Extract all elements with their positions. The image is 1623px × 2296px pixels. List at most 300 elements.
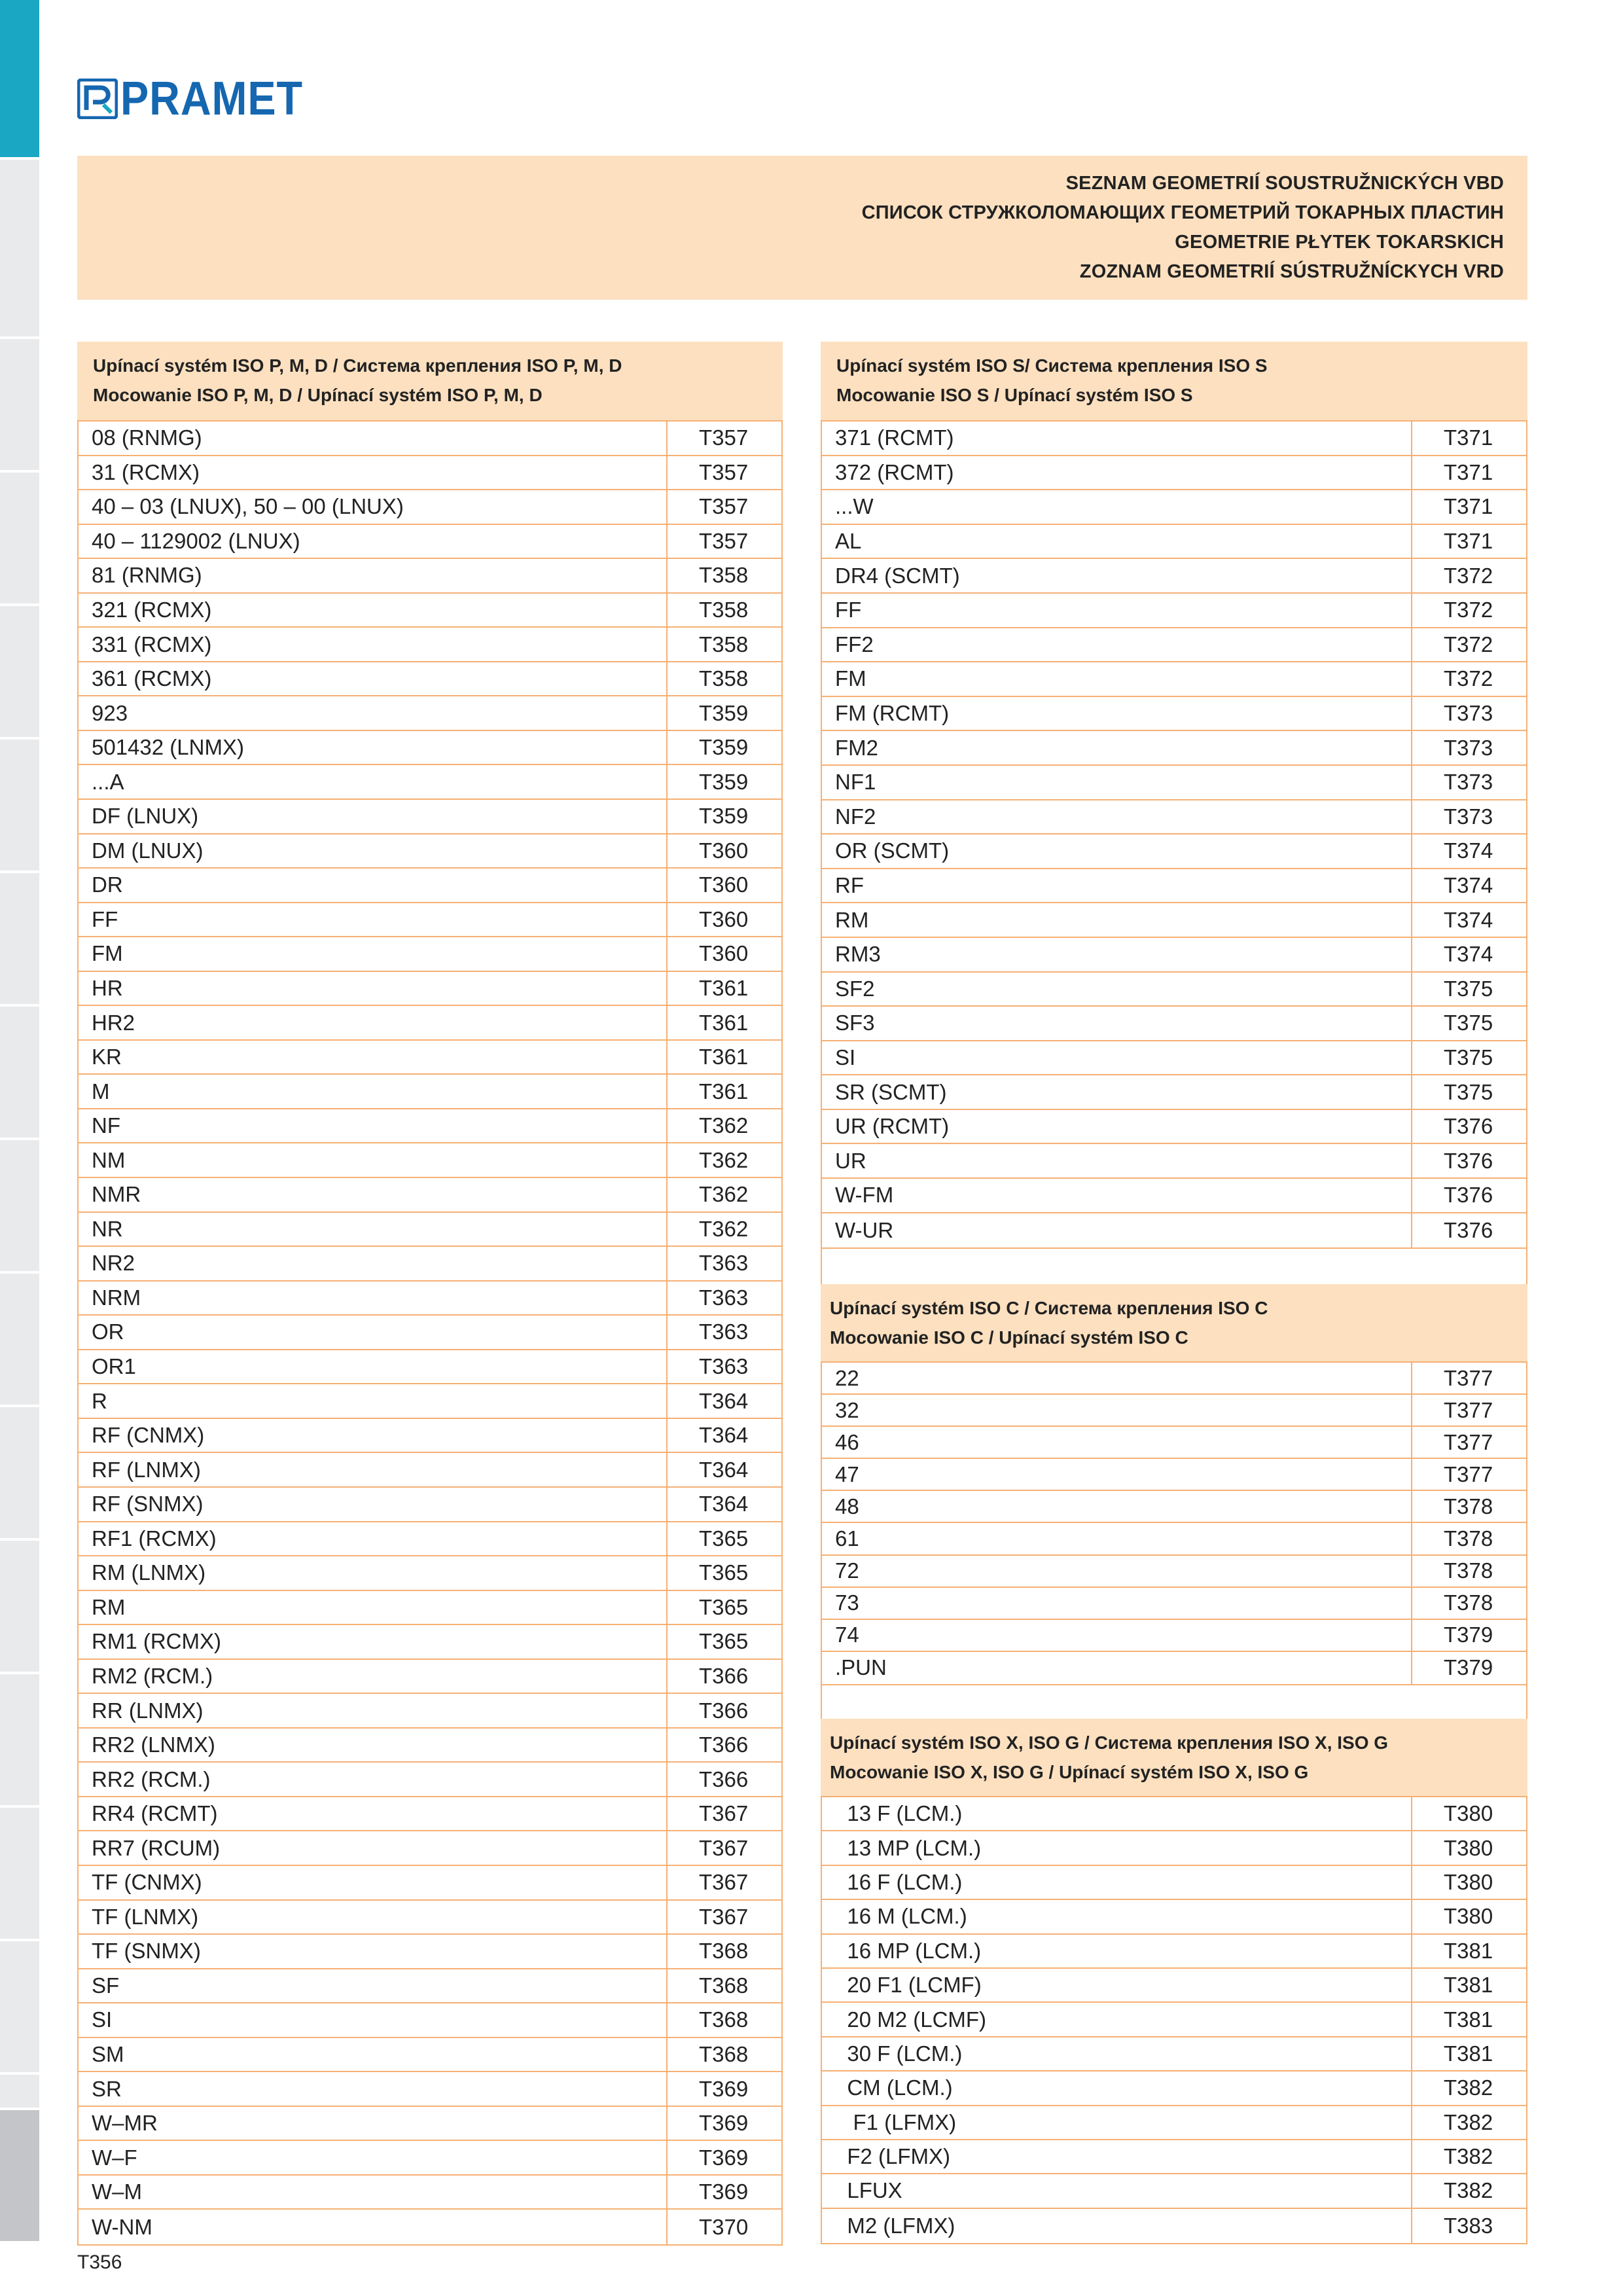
table-row	[79, 525, 781, 560]
page-reference: T378	[1411, 1491, 1526, 1522]
page-reference: T377	[1411, 1395, 1526, 1426]
geometry-name: FM (RCMT)	[835, 701, 950, 726]
page-reference: T375	[1411, 1041, 1526, 1075]
geometry-name: NR	[92, 1216, 123, 1241]
geometry-name: 61	[835, 1526, 859, 1551]
page-reference: T360	[666, 834, 781, 868]
geometry-name: R	[92, 1388, 107, 1413]
page-reference: T361	[666, 1041, 781, 1074]
page-reference: T364	[666, 1419, 781, 1452]
table-row	[822, 1866, 1526, 1900]
page-reference: T372	[1411, 594, 1526, 627]
page-reference: T357	[666, 490, 781, 524]
table-row	[822, 731, 1526, 766]
page-reference: T359	[666, 696, 781, 730]
table-row	[79, 2072, 781, 2107]
geometry-name: 46	[835, 1429, 859, 1454]
geometry-name: TF (CNMX)	[92, 1870, 202, 1895]
page-reference: T375	[1411, 1075, 1526, 1109]
page-reference: T369	[666, 2107, 781, 2140]
geometry-name: FM	[835, 666, 866, 691]
table-row	[822, 938, 1526, 973]
page-reference: T364	[666, 1453, 781, 1486]
page-reference: T380	[1411, 1900, 1526, 1933]
page-reference: T359	[666, 800, 781, 833]
table-row	[79, 1591, 781, 1626]
page-reference: T372	[1411, 559, 1526, 592]
geometry-name: RM3	[835, 942, 881, 967]
table-row	[79, 1041, 781, 1075]
geometry-name: RF	[835, 873, 864, 898]
geometry-name: 13 MP (LCM.)	[835, 1835, 982, 1860]
table-row	[79, 1384, 781, 1419]
page-reference: T374	[1411, 938, 1526, 971]
page-reference: T361	[666, 972, 781, 1005]
geometry-name: M2 (LFMX)	[835, 2213, 955, 2238]
page-reference: T365	[666, 1625, 781, 1659]
side-tab[interactable]	[0, 339, 39, 473]
geometry-name: 16 F (LCM.)	[835, 1869, 963, 1894]
geometry-name: 40 – 1129002 (LNUX)	[92, 528, 300, 553]
page-reference: T371	[1411, 525, 1526, 558]
section-subtitle: Mocowanie ISO P, M, D / Upínací systém ISO P, M, D	[93, 385, 543, 405]
table-row	[79, 765, 781, 800]
side-tab[interactable]	[0, 2075, 39, 2110]
table-row	[79, 1075, 781, 1109]
geometry-name: DR4 (SCMT)	[835, 563, 960, 588]
pramet-logo-icon	[77, 79, 118, 119]
geometry-name: SI	[835, 1045, 856, 1069]
geometry-name: RM	[835, 907, 869, 932]
geometry-name: LFUX	[835, 2178, 902, 2203]
page-reference: T383	[1411, 2209, 1526, 2243]
table-row	[822, 1797, 1526, 1831]
table-row	[79, 1556, 781, 1591]
geometry-name: FF	[92, 906, 118, 931]
table-row	[822, 456, 1526, 491]
geometry-name: RF1 (RCMX)	[92, 1526, 217, 1551]
geometry-name: 73	[835, 1590, 859, 1615]
geometry-name: 371 (RCMT)	[835, 425, 954, 450]
page-reference: T371	[1411, 490, 1526, 524]
geometry-name: OR1	[92, 1354, 136, 1379]
page-reference: T368	[666, 2038, 781, 2072]
table-row	[79, 834, 781, 869]
page-reference: T379	[1411, 1620, 1526, 1651]
geometry-name: FM2	[835, 735, 878, 760]
table-row	[822, 2174, 1526, 2208]
geometry-name: 81 (RNMG)	[92, 563, 202, 588]
page-number: T356	[77, 2251, 122, 2273]
table-row	[822, 1556, 1526, 1588]
page-reference: T366	[666, 1694, 781, 1727]
page-reference: T366	[666, 1729, 781, 1762]
table-row	[822, 1179, 1526, 1213]
table-row	[79, 903, 781, 938]
page-reference: T368	[666, 2003, 781, 2037]
page-reference: T381	[1411, 2003, 1526, 2036]
table-row	[79, 696, 781, 731]
page-reference: T367	[666, 1866, 781, 1899]
table-row	[822, 1935, 1526, 1969]
page-reference: T369	[666, 2072, 781, 2106]
table-row	[79, 2141, 781, 2176]
table-row	[822, 1007, 1526, 1041]
geometry-name: 321 (RCMX)	[92, 598, 212, 622]
page-reference: T378	[1411, 1588, 1526, 1619]
page-reference: T380	[1411, 1831, 1526, 1864]
page-reference: T377	[1411, 1427, 1526, 1458]
page-reference: T376	[1411, 1213, 1526, 1248]
table-row	[79, 628, 781, 662]
page-reference: T360	[666, 937, 781, 971]
table-row	[822, 594, 1526, 628]
page-reference: T364	[666, 1384, 781, 1418]
section-title: Upínací systém ISO S/ Система крепления ISO S	[836, 355, 1268, 376]
header-line-sk: ZOZNAM GEOMETRIÍ SÚSTRUŽNÍCKYCH VRD	[1079, 261, 1504, 282]
geometry-name: AL	[835, 529, 862, 554]
side-tab[interactable]	[0, 1941, 39, 2075]
table-row	[822, 662, 1526, 697]
geometry-name: RM1 (RCMX)	[92, 1629, 221, 1654]
page-reference: T375	[1411, 1007, 1526, 1040]
table-row	[79, 800, 781, 834]
geometry-name: RM2 (RCM.)	[92, 1663, 213, 1688]
table-row	[822, 1395, 1526, 1427]
page-reference: T369	[666, 2141, 781, 2174]
geometry-name: DR	[92, 872, 123, 897]
table-row	[822, 1588, 1526, 1620]
geometry-name: NF2	[835, 804, 876, 829]
page-reference: T381	[1411, 1969, 1526, 2001]
table-row	[822, 1900, 1526, 1934]
table-row	[822, 697, 1526, 732]
page-reference: T378	[1411, 1523, 1526, 1554]
table-row	[822, 1620, 1526, 1652]
page-reference: T374	[1411, 869, 1526, 903]
page-reference: T376	[1411, 1144, 1526, 1177]
page-reference: T368	[666, 1935, 781, 1968]
table-row	[822, 1144, 1526, 1179]
table-row	[822, 1459, 1526, 1491]
section-subtitle: Mocowanie ISO X, ISO G / Upínací systém ISO X, ISO G	[830, 1762, 1309, 1782]
table-row	[79, 1350, 781, 1385]
geometry-name: F2 (LFMX)	[835, 2144, 951, 2169]
geometry-name: 923	[92, 700, 128, 725]
side-tab-current[interactable]	[0, 2110, 39, 2244]
page-reference: T377	[1411, 1363, 1526, 1393]
page-reference: T370	[666, 2210, 781, 2244]
page-reference: T362	[666, 1109, 781, 1143]
table-row	[79, 1109, 781, 1144]
geometry-name: HR	[92, 976, 123, 1001]
table-row	[822, 422, 1526, 456]
geometry-table	[821, 1797, 1527, 2244]
side-tab[interactable]	[0, 1674, 39, 1808]
geometry-name: NM	[92, 1147, 126, 1172]
page-reference: T367	[666, 1831, 781, 1865]
table-row	[79, 1935, 781, 1969]
side-tab[interactable]	[0, 473, 39, 606]
page-reference: T359	[666, 765, 781, 798]
table-row	[822, 559, 1526, 594]
page-reference: T361	[666, 1075, 781, 1108]
geometry-name: DF (LNUX)	[92, 804, 199, 829]
side-tab-active[interactable]	[0, 0, 39, 160]
table-row	[822, 834, 1526, 869]
page-reference: T382	[1411, 2174, 1526, 2207]
section-iso-c	[821, 1284, 1527, 1722]
geometry-name: UR (RCMT)	[835, 1114, 950, 1139]
page-reference: T362	[666, 1213, 781, 1246]
geometry-name: W–MR	[92, 2111, 158, 2136]
page-reference: T372	[1411, 628, 1526, 662]
geometry-name: RF (SNMX)	[92, 1492, 204, 1516]
table-row	[79, 1282, 781, 1316]
table-row	[79, 1006, 781, 1041]
table-row	[79, 1522, 781, 1557]
table-row	[822, 2072, 1526, 2106]
geometry-name: RF (CNMX)	[92, 1423, 205, 1448]
geometry-table	[821, 1363, 1527, 1685]
geometry-name: 16 MP (LCM.)	[835, 1938, 982, 1963]
page-reference: T363	[666, 1350, 781, 1384]
page-reference: T374	[1411, 903, 1526, 937]
table-row	[822, 1213, 1526, 1248]
table-row	[79, 1143, 781, 1178]
table-row	[822, 1427, 1526, 1459]
geometry-name: 32	[835, 1397, 859, 1422]
table-row	[822, 490, 1526, 525]
table-row	[79, 1694, 781, 1729]
geometry-name: RM	[92, 1594, 126, 1619]
section-header	[821, 1719, 1527, 1797]
section-title: Upínací systém ISO C / Система крепления ISO C	[830, 1298, 1268, 1318]
page-reference: T382	[1411, 2106, 1526, 2139]
geometry-name: SF	[92, 1973, 120, 1998]
table-row	[822, 2209, 1526, 2243]
table-row	[79, 1247, 781, 1282]
page-reference: T366	[666, 1660, 781, 1693]
table-row	[822, 869, 1526, 904]
page-reference: T358	[666, 594, 781, 627]
page-reference: T373	[1411, 697, 1526, 730]
page-reference: T365	[666, 1522, 781, 1556]
page-reference: T359	[666, 731, 781, 764]
page-reference: T371	[1411, 456, 1526, 490]
geometry-name: HR2	[92, 1010, 135, 1035]
geometry-name: W–F	[92, 2145, 137, 2170]
table-row	[79, 1866, 781, 1901]
section-title: Upínací systém ISO X, ISO G / Система крепления ISO X, ISO G	[830, 1732, 1389, 1753]
geometry-name: SM	[92, 2041, 124, 2066]
table-row	[822, 2106, 1526, 2140]
table-row	[79, 937, 781, 972]
table-row	[822, 525, 1526, 560]
brand-name: PRAMET	[120, 73, 303, 125]
geometry-name: 31 (RCMX)	[92, 459, 200, 484]
page-reference: T365	[666, 1591, 781, 1624]
geometry-name: TF (SNMX)	[92, 1939, 201, 1964]
page-reference: T358	[666, 662, 781, 696]
page-reference: T374	[1411, 834, 1526, 868]
geometry-name: NRM	[92, 1285, 141, 1310]
geometry-name: RR2 (LNMX)	[92, 1732, 215, 1757]
geometry-name: SI	[92, 2007, 113, 2032]
geometry-name: 08 (RNMG)	[92, 425, 202, 450]
table-row	[79, 869, 781, 903]
page-reference: T380	[1411, 1797, 1526, 1830]
header-line-ru: СПИСОК СТРУЖКОЛОМАЮЩИХ ГЕОМЕТРИЙ ТОКАРНЫХ ПЛАСТИН	[861, 202, 1504, 223]
geometry-name: SF2	[835, 976, 875, 1001]
table-row	[79, 2003, 781, 2038]
table-row	[822, 1041, 1526, 1076]
table-row	[79, 594, 781, 628]
geometry-name: 16 M (LCM.)	[835, 1904, 967, 1929]
page-reference: T361	[666, 1006, 781, 1039]
geometry-name: RM (LNMX)	[92, 1560, 206, 1585]
pramet-logo	[77, 73, 323, 125]
geometry-name: M	[92, 1079, 110, 1103]
geometry-name: SF3	[835, 1011, 875, 1035]
page-reference: T373	[1411, 800, 1526, 834]
table-row	[822, 766, 1526, 800]
geometry-name: TF (LNMX)	[92, 1904, 199, 1929]
table-row	[822, 1363, 1526, 1395]
geometry-name: 361 (RCMX)	[92, 666, 212, 691]
geometry-name: RR4 (RCMT)	[92, 1801, 218, 1826]
section-header	[77, 342, 783, 422]
table-spacer	[821, 1685, 1527, 1722]
page-reference: T363	[666, 1316, 781, 1349]
table-row	[79, 1901, 781, 1935]
table-row	[79, 662, 781, 697]
page-reference: T371	[1411, 422, 1526, 455]
page-reference: T364	[666, 1488, 781, 1521]
table-row	[822, 1523, 1526, 1555]
page-reference: T357	[666, 456, 781, 490]
table-row	[79, 1797, 781, 1832]
side-tab[interactable]	[0, 606, 39, 740]
geometry-name: W–M	[92, 2179, 142, 2204]
page-reference: T367	[666, 1901, 781, 1934]
table-row	[79, 2176, 781, 2210]
page-reference: T381	[1411, 2037, 1526, 2070]
geometry-name: W-FM	[835, 1183, 894, 1208]
page-reference: T382	[1411, 2072, 1526, 2104]
table-row	[822, 973, 1526, 1007]
geometry-name: 48	[835, 1494, 859, 1518]
geometry-table	[77, 422, 783, 2246]
side-tab[interactable]	[0, 1407, 39, 1541]
geometry-name: 22	[835, 1365, 859, 1390]
page-reference: T362	[666, 1143, 781, 1177]
table-row	[79, 1625, 781, 1660]
table-row	[79, 1729, 781, 1763]
page-reference: T363	[666, 1247, 781, 1280]
geometry-name: FF	[835, 598, 862, 622]
side-tab[interactable]	[0, 873, 39, 1007]
page-reference: T376	[1411, 1179, 1526, 1212]
page-reference: T377	[1411, 1459, 1526, 1490]
side-tab[interactable]	[0, 740, 39, 873]
geometry-name: FF2	[835, 632, 874, 656]
geometry-name: 40 – 03 (LNUX), 50 – 00 (LNUX)	[92, 494, 404, 519]
geometry-name: NF1	[835, 770, 876, 795]
section-header	[821, 342, 1527, 422]
section-iso-s	[821, 342, 1527, 1287]
page-reference: T366	[666, 1763, 781, 1796]
page-reference: T379	[1411, 1652, 1526, 1684]
side-tab[interactable]	[0, 1808, 39, 1941]
section-iso-pmd	[77, 342, 783, 2246]
table-row	[822, 1969, 1526, 2003]
side-tab[interactable]	[0, 1140, 39, 1274]
page-reference: T373	[1411, 766, 1526, 799]
table-row	[822, 2140, 1526, 2174]
page-reference: T357	[666, 422, 781, 455]
side-tab[interactable]	[0, 1541, 39, 1674]
section-title: Upínací systém ISO P, M, D / Система крепления ISO P, M, D	[93, 355, 622, 376]
side-tab[interactable]	[0, 1274, 39, 1407]
header-line-pl: GEOMETRIE PŁYTEK TOKARSKICH	[1175, 232, 1504, 253]
page-reference: T360	[666, 869, 781, 902]
table-row	[79, 1316, 781, 1350]
table-row	[822, 1075, 1526, 1110]
table-row	[79, 456, 781, 491]
geometry-name: 47	[835, 1462, 859, 1486]
table-row	[822, 800, 1526, 835]
table-row	[79, 1488, 781, 1522]
table-row	[79, 2210, 781, 2244]
geometry-name: 30 F (LCM.)	[835, 2041, 963, 2066]
page-reference: T358	[666, 628, 781, 661]
table-row	[822, 2003, 1526, 2037]
table-row	[822, 1831, 1526, 1865]
table-row	[79, 1763, 781, 1797]
geometry-name: W-NM	[92, 2214, 152, 2239]
geometry-name: RR (LNMX)	[92, 1698, 204, 1723]
geometry-name: SR (SCMT)	[835, 1079, 947, 1104]
side-tab[interactable]	[0, 160, 39, 339]
section-iso-xg	[821, 1719, 1527, 2244]
section-header	[821, 1284, 1527, 1363]
geometry-name: OR	[92, 1319, 124, 1344]
table-row	[79, 972, 781, 1007]
geometry-name: 20 F1 (LCMF)	[835, 1973, 982, 1998]
page-reference: T381	[1411, 1935, 1526, 1967]
table-row	[822, 628, 1526, 663]
table-row	[79, 1969, 781, 2004]
table-row	[822, 903, 1526, 938]
table-row	[822, 1652, 1526, 1684]
geometry-name: 13 F (LCM.)	[835, 1801, 963, 1826]
table-row	[822, 2037, 1526, 2072]
geometry-name: ...A	[92, 769, 124, 794]
page-reference: T357	[666, 525, 781, 558]
page-reference: T375	[1411, 973, 1526, 1006]
section-subtitle: Mocowanie ISO C / Upínací systém ISO C	[830, 1327, 1188, 1348]
geometry-name: RR2 (RCM.)	[92, 1767, 211, 1791]
table-row	[79, 1453, 781, 1488]
page-reference: T365	[666, 1556, 781, 1590]
table-row	[822, 1491, 1526, 1523]
side-tab[interactable]	[0, 1007, 39, 1140]
table-row	[79, 1178, 781, 1213]
table-row	[79, 2107, 781, 2142]
geometry-name: FM	[92, 941, 123, 966]
geometry-name: NF	[92, 1113, 120, 1138]
